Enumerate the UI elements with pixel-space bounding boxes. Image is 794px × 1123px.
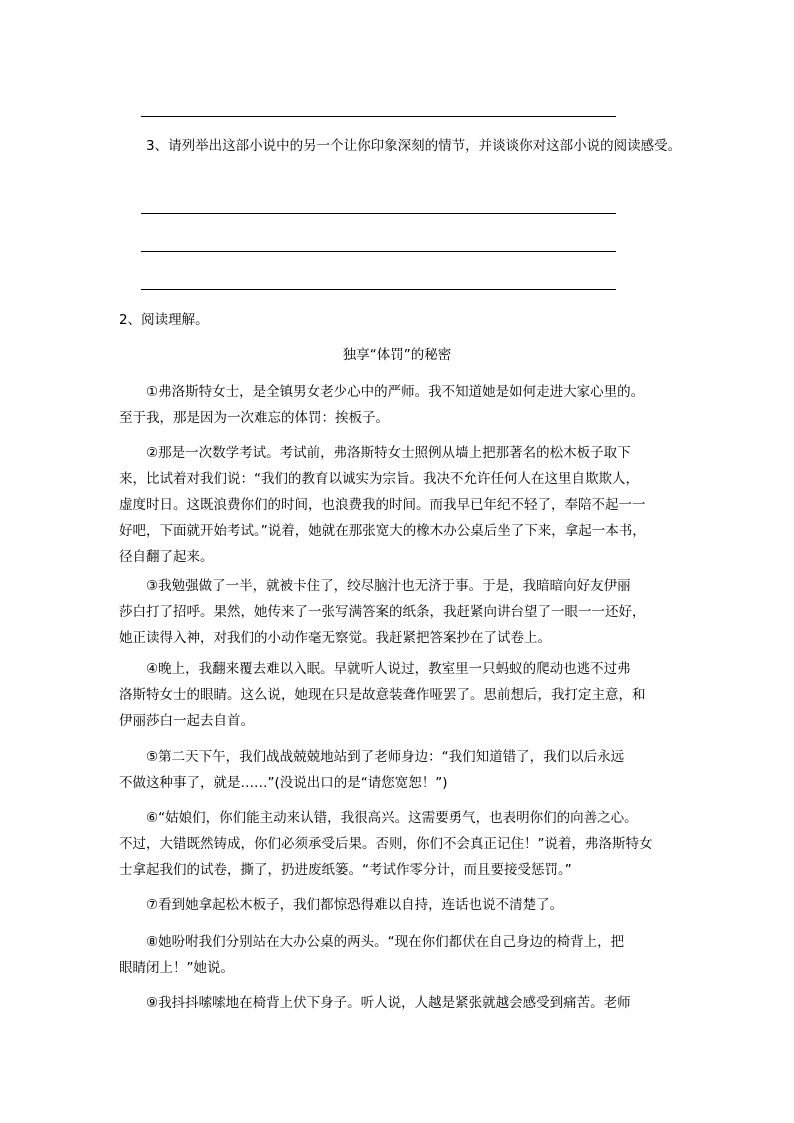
paragraph-4: ④晚上，我翻来覆去难以入眠。早就听人说过，教室里一只蚂蚁的爬动也逃不过弗 洛斯特女士的眼睛。这么说，她现在只是故意装聋作哑罢了。思前想后，我打定主意，和 伊丽莎白一起去自首。 <box>119 661 646 729</box>
answer-line-1 <box>141 213 616 214</box>
paragraph-5: ⑤第二天下午，我们战战兢兢地站到了老师身边：“我们知道错了，我们以后永远 不做这种事了，就是……”(没说出口的是“请您宽恕！”) <box>119 749 625 791</box>
answer-line-3 <box>141 289 616 290</box>
paragraph-3: ③我勉强做了一半，就被卡住了，绞尽脑汁也无济于事。于是，我暗暗向好友伊丽 莎白打了招呼。果然，她传来了一张写满答案的纸条，我赶紧向讲台望了一眼一一还好， 她正读得入神，对我们的小动作毫无察觉。我赶紧把答案抄在了试卷上。 <box>119 578 646 646</box>
question-3-text: 3、请列举出这部小说中的另一个让你印象深刻的情节，并谈谈你对这部小说的阅读感受。 <box>146 138 682 154</box>
answer-line-2 <box>141 251 616 252</box>
answer-line-top <box>141 116 616 117</box>
paragraph-1: ①弗洛斯特女士，是全镇男女老少心中的严师。我不知道她是如何走进大家心里的。 至于我，那是因为一次难忘的体罚：挨板子。 <box>119 384 645 426</box>
paragraph-9: ⑨我抖抖嗦嗦地在椅背上伏下身子。听人说，人越是紧张就越会感受到痛苦。老师 <box>119 995 631 1011</box>
paragraph-2: ②那是一次数学考试。考试前，弗洛斯特女士照例从墙上把那著名的松木板子取下 来，比试着对我们说：“我们的教育以诚实为宗旨。我决不允许任何人在这里自欺欺人， 虚度时日。这既浪费你们的时间，也浪费我的时间。而我早已年纪不轻了，奉陪不起一一 好吧，下面就开始考试。”说着，她就在那张宽大的橡木办公桌后坐了下来，拿起一本书， 径自翻了起来。 <box>119 445 646 565</box>
paragraph-6: ⑥“姑娘们，你们能主动来认错，我很高兴。这需要勇气，也表明你们的向善之心。 不过，大错既然铸成，你们必须承受后果。否则，你们不会真正记住！”说着，弗洛斯特女 士拿起我们的试卷，撕了，扔进废纸篓。“考试作零分计，而且要接受惩罚。” <box>119 810 653 878</box>
section-heading: 2、阅读理解。 <box>119 312 209 328</box>
story-title: 独享“体罚”的秘密 <box>342 347 452 363</box>
paragraph-7: ⑦看到她拿起松木板子，我们都惊恐得难以自持，连话也说不清楚了。 <box>119 897 564 913</box>
paragraph-8: ⑧她吩咐我们分别站在大办公桌的两头。“现在你们都伏在自己身边的椅背上，把 眼睛闭上！”她说。 <box>119 934 625 976</box>
